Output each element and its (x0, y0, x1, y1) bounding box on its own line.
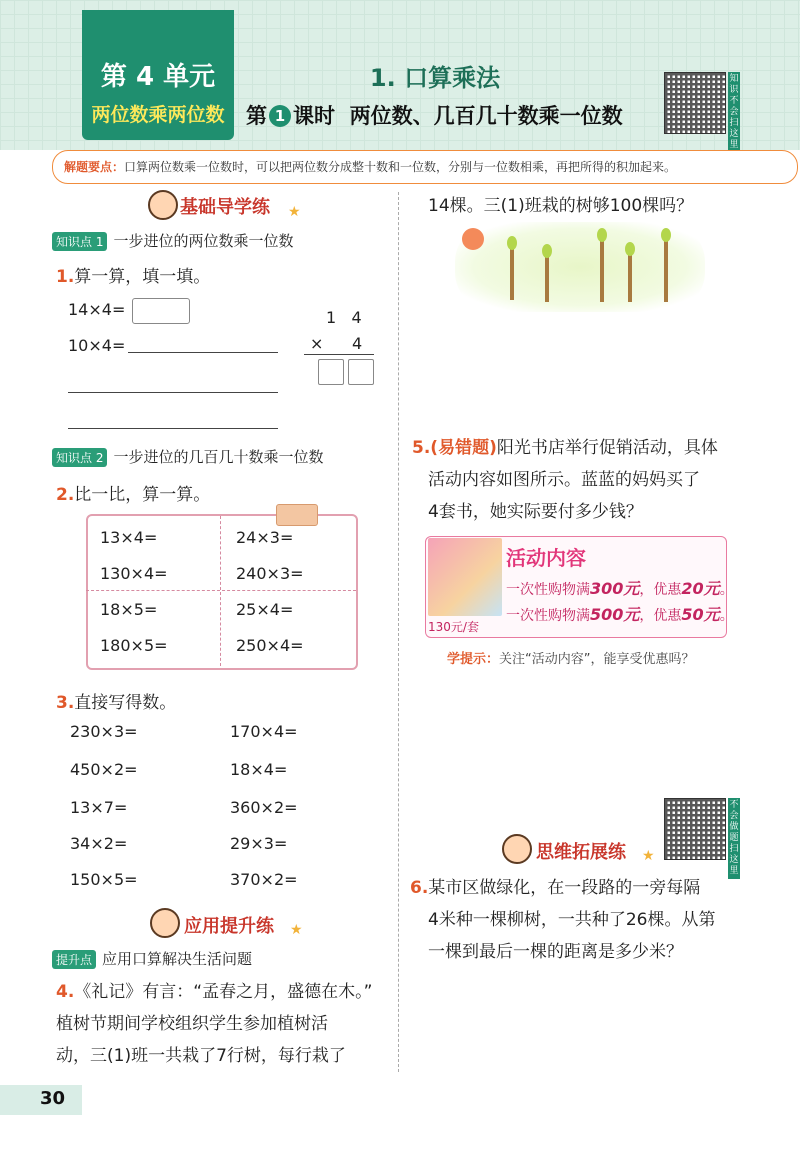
lesson-title: 两位数、几百几十数乘一位数 (349, 104, 623, 128)
q3-item: 450×2= (70, 760, 138, 779)
knowledge-point-2 (52, 446, 324, 467)
up-tag: 提升点 (52, 950, 96, 969)
cartoon-kid-icon (502, 834, 532, 864)
q4-number: 4. (56, 982, 75, 1002)
q1-eq1: 14×4= (68, 300, 126, 319)
q1-number: 1. (56, 267, 75, 287)
q3-item: 230×3= (70, 722, 138, 741)
kp2-tag: 知识点 2 (52, 448, 107, 467)
q3-item: 29×3= (230, 834, 288, 853)
section-basic-title: 基础导学练 (180, 197, 270, 218)
q3-item: 170×4= (230, 722, 298, 741)
lesson-number-badge: 1 (269, 105, 291, 127)
section-title: 1. 口算乘法 (369, 64, 501, 92)
hint-text: 关注“活动内容”，能享受优惠吗？ (499, 652, 695, 667)
q2-number: 2. (56, 485, 75, 505)
hint-label: 学提示： (447, 652, 500, 667)
q2-item: 180×5= (100, 636, 168, 655)
q1-answer-line-3[interactable] (68, 428, 278, 429)
q1-eq2: 10×4= (68, 336, 126, 355)
q1-vertical-line (304, 354, 374, 355)
q5-hint (447, 648, 695, 667)
improve-point (52, 948, 252, 969)
q2-item: 250×4= (236, 636, 304, 655)
star-icon: ★ (288, 204, 301, 220)
q1-vertical-mul: × (310, 334, 324, 353)
q6-body (410, 872, 790, 968)
q2-item: 130×4= (100, 564, 168, 583)
promo-line-1: 一次性购物满300元，优惠20元。 (506, 579, 734, 598)
leaf-icon (597, 228, 607, 242)
star-icon: ★ (642, 848, 655, 864)
q5-line-1: 5.(易错题)阳光书店举行促销活动，具体 (412, 438, 718, 458)
q3-number: 3. (56, 693, 75, 713)
leaf-icon (507, 236, 517, 250)
q4-continued: 14棵。三(1)班栽的树够100棵吗？ (428, 196, 694, 216)
q1-heading (56, 262, 210, 287)
tree-icon (600, 232, 604, 302)
qr-code-icon[interactable] (664, 798, 726, 860)
q1-vertical-top: 1 4 (326, 308, 362, 327)
q6-line-3: 一棵到最后一棵的距离是多少米？ (428, 942, 683, 962)
q2-frame-divider-h (86, 590, 356, 591)
section-apply-title: 应用提升练 (184, 916, 274, 937)
sun-icon (462, 228, 484, 250)
lesson-title-row (246, 100, 623, 130)
tip-content: 口算两位数乘一位数时，可以把两位数分成整十数和一位数，分别与一位数相乘，再把所得的积加起来。 (124, 160, 677, 174)
q3-heading (56, 688, 176, 713)
q1-answer-line-1[interactable] (128, 352, 278, 353)
book-set-icon (428, 538, 502, 616)
q3-item: 360×2= (230, 798, 298, 817)
q1-text: 算一算，填一填。 (74, 267, 211, 287)
unit-subtitle: 两位数乘两位数 (91, 104, 225, 126)
q2-text: 比一比，算一算。 (74, 485, 211, 505)
kp1-tag: 知识点 1 (52, 232, 107, 251)
price-label: 130元/套 (428, 620, 479, 634)
q4-line-1: 4.《礼记》有言：“孟春之月，盛德在木。” (56, 982, 373, 1002)
q2-heading (56, 480, 210, 505)
q3-item: 18×4= (230, 760, 288, 779)
q4-body (56, 976, 396, 1072)
cartoon-kid-icon (150, 908, 180, 938)
qr-side-label: 不会做题扫这里 (728, 798, 740, 879)
q1-answer-line-2[interactable] (68, 392, 278, 393)
promo-line-2: 一次性购物满500元，优惠50元。 (506, 605, 734, 624)
decor-blocks-icon (276, 504, 318, 526)
leaf-icon (542, 244, 552, 258)
kp2-text: 一步进位的几百几十数乘一位数 (113, 448, 324, 466)
tip-text (64, 158, 794, 175)
up-text: 应用口算解决生活问题 (102, 950, 253, 968)
q3-text: 直接写得数。 (74, 693, 177, 713)
q5-line-3: 4套书，她实际要付多少钱？ (428, 502, 643, 522)
q5-number: 5. (412, 438, 431, 458)
q3-item: 13×7= (70, 798, 128, 817)
qr-side-label: 知识不会扫这里 (728, 72, 740, 153)
section-thinking-title: 思维拓展练 (536, 842, 626, 863)
q3-item: 34×2= (70, 834, 128, 853)
qr-code-icon[interactable] (664, 72, 726, 134)
tip-label: 解题要点： (64, 160, 125, 174)
q6-line-2: 4米种一棵柳树，一共种了26棵。从第 (428, 910, 716, 930)
page-number: 30 (40, 1088, 66, 1109)
q3-item: 370×2= (230, 870, 298, 889)
q1-digit-box-1[interactable] (318, 359, 344, 385)
kp1-text: 一步进位的两位数乘一位数 (113, 232, 294, 250)
star-icon: ★ (290, 922, 303, 938)
leaf-icon (661, 228, 671, 242)
lesson-suffix: 课时 (293, 104, 335, 128)
q2-item: 25×4= (236, 600, 294, 619)
q2-item: 13×4= (100, 528, 158, 547)
column-divider (398, 192, 399, 1072)
q3-item: 150×5= (70, 870, 138, 889)
knowledge-point-1 (52, 230, 294, 251)
lesson-prefix: 第 (246, 104, 267, 128)
q6-number: 6. (410, 878, 429, 898)
tree-icon (664, 232, 668, 302)
promo-title: 活动内容 (506, 546, 586, 570)
q1-vertical-b: 4 (352, 334, 363, 353)
q2-item: 240×3= (236, 564, 304, 583)
q5-tag: (易错题) (430, 438, 497, 458)
cartoon-kid-icon (148, 190, 178, 220)
q2-item: 24×3= (236, 528, 294, 547)
q1-digit-box-2[interactable] (348, 359, 374, 385)
q5-line-2: 活动内容如图所示。蓝蓝的妈妈买了 (428, 470, 700, 490)
q2-frame-divider-v (220, 516, 221, 666)
q4-line-2: 植树节期间学校组织学生参加植树活 (56, 1014, 328, 1034)
q1-answer-box[interactable] (132, 298, 190, 324)
q6-line-1: 6.某市区做绿化，在一段路的一旁每隔 (410, 878, 701, 898)
q2-item: 18×5= (100, 600, 158, 619)
leaf-icon (625, 242, 635, 256)
q5-body (412, 432, 782, 528)
unit-title: 第 4 单元 (100, 62, 216, 92)
q4-line-3: 动，三(1)班一共栽了7行树，每行栽了 (56, 1046, 346, 1066)
